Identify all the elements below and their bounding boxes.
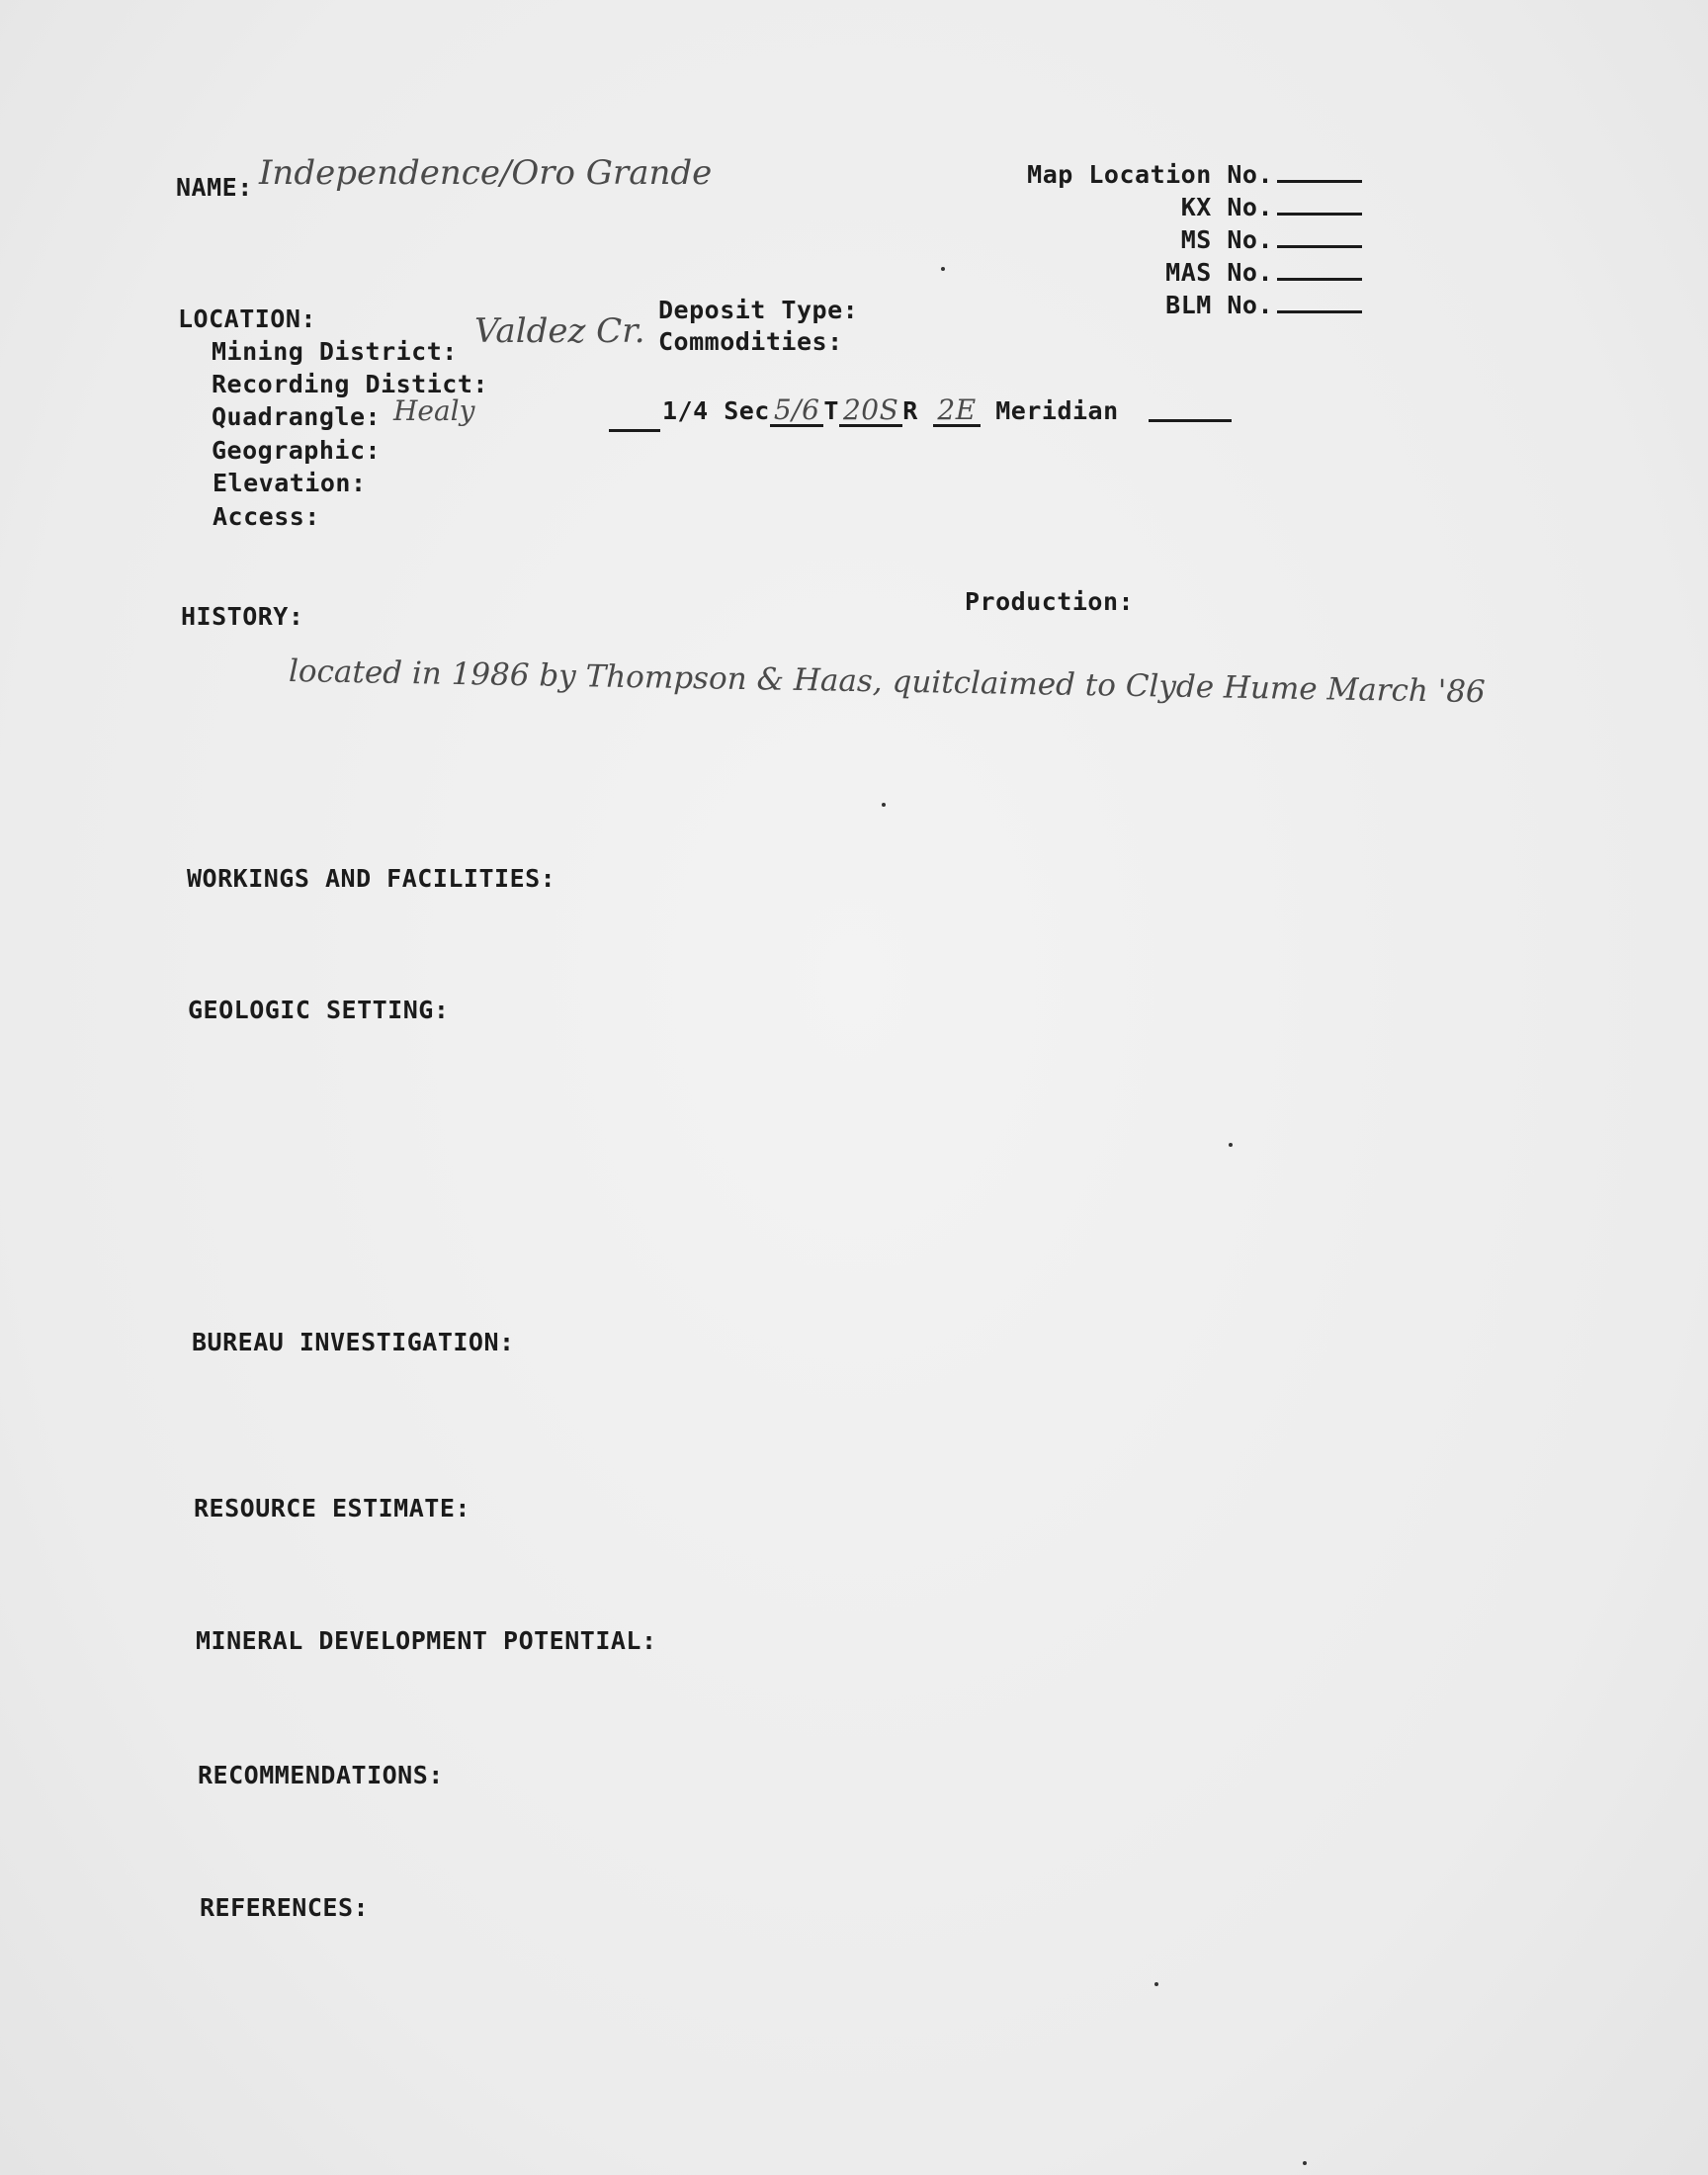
- kx-blank: [1277, 213, 1362, 216]
- ms-row: [1027, 223, 1362, 256]
- scan-speck: [1229, 1143, 1233, 1147]
- geographic-label: Geographic:: [212, 436, 382, 465]
- production-label: Production:: [965, 587, 1135, 616]
- mining-district-label: Mining District:: [212, 337, 458, 366]
- scan-speck: [941, 267, 945, 271]
- mineral-heading: MINERAL DEVELOPMENT POTENTIAL:: [196, 1626, 657, 1655]
- blm-label: BLM No.: [1165, 291, 1273, 319]
- mas-row: [1027, 256, 1362, 289]
- ms-blank: [1277, 245, 1362, 248]
- history-note: located in 1986 by Thompson & Haas, quitclaimed to Clyde Hume March '86: [288, 653, 1487, 711]
- blm-blank: [1277, 310, 1362, 313]
- name-value: Independence/Oro Grande: [259, 153, 713, 193]
- range-value: 2E: [933, 396, 980, 427]
- record-numbers: [1027, 158, 1362, 321]
- resource-heading: RESOURCE ESTIMATE:: [194, 1494, 470, 1522]
- quadrangle-value: Healy: [393, 394, 475, 427]
- scan-speck: [882, 803, 886, 807]
- township-value: 20S: [839, 396, 902, 427]
- map-location-label: Map Location No.: [1027, 160, 1273, 189]
- elevation-label: Elevation:: [213, 469, 367, 497]
- scan-speck: [1303, 2161, 1307, 2165]
- range-label: R: [902, 396, 918, 425]
- mas-label: MAS No.: [1165, 258, 1273, 287]
- scan-speck: [1154, 1982, 1158, 1986]
- name-label: NAME:: [176, 173, 253, 202]
- quarter-blank: [609, 429, 660, 432]
- commodities-label: Commodities:: [658, 327, 843, 356]
- quarter-sec-label: 1/4 Sec: [662, 396, 770, 425]
- history-heading: HISTORY:: [181, 602, 304, 631]
- ms-label: MS No.: [1180, 225, 1273, 254]
- workings-heading: WORKINGS AND FACILITIES:: [187, 864, 556, 893]
- quadrangle-label: Quadrangle:: [212, 402, 382, 431]
- meridian-label: Meridian: [995, 396, 1119, 425]
- mas-blank: [1277, 278, 1362, 281]
- meridian-blank: [1149, 419, 1232, 422]
- references-heading: REFERENCES:: [200, 1893, 370, 1922]
- recording-district-label: Recording Distict:: [212, 370, 488, 398]
- kx-row: [1027, 191, 1362, 223]
- township-label: T: [823, 396, 839, 425]
- blm-row: [1027, 289, 1362, 321]
- location-heading: LOCATION:: [178, 304, 316, 333]
- kx-label: KX No.: [1180, 193, 1273, 221]
- geologic-heading: GEOLOGIC SETTING:: [188, 996, 450, 1024]
- deposit-type-label: Deposit Type:: [658, 296, 859, 324]
- bureau-heading: BUREAU INVESTIGATION:: [192, 1328, 515, 1356]
- sec-value: 5/6: [770, 396, 824, 427]
- plss-line: [662, 393, 1119, 427]
- access-label: Access:: [213, 502, 320, 531]
- mining-district-value: Valdez Cr.: [474, 311, 645, 351]
- recommendations-heading: RECOMMENDATIONS:: [198, 1761, 444, 1789]
- map-location-row: [1027, 158, 1362, 191]
- map-location-blank: [1277, 180, 1362, 183]
